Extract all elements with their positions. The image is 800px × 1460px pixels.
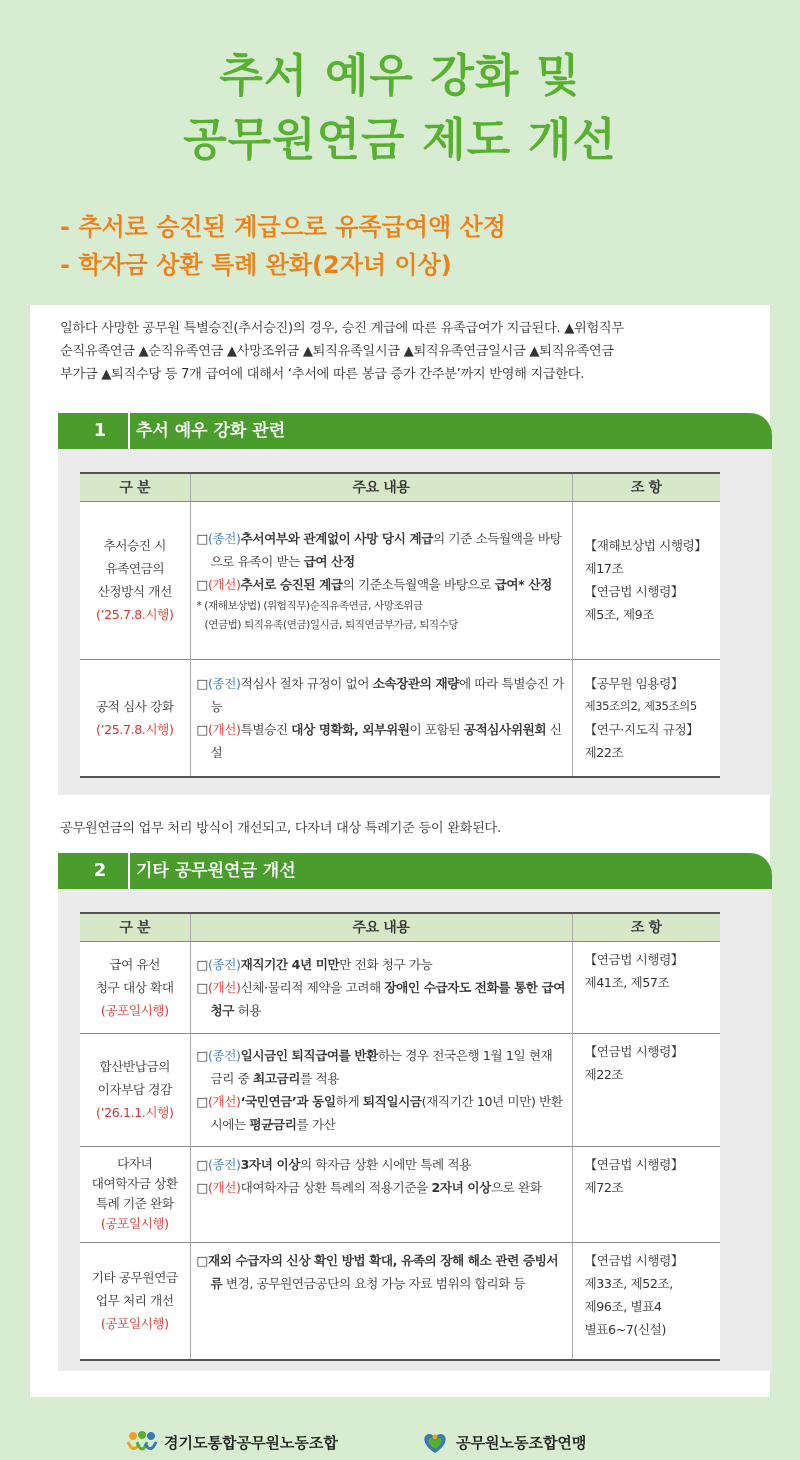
tag-after: (개선) <box>208 1179 241 1195</box>
title-line-2: 공무원연금 제도 개선 <box>183 113 617 166</box>
footer-org-1: 경기도통합공무원노동조합 <box>164 1434 338 1452</box>
content-bold: 퇴직일시금 <box>362 1093 422 1109</box>
row-content <box>190 1146 572 1242</box>
content-bold: 3자녀 이상 <box>240 1156 300 1172</box>
content-item: □(개선)대여학자금 상환 특례의 적용기준을 2자녀 이상으로 완화 <box>196 1179 542 1195</box>
section-1-number: 1 <box>72 413 130 449</box>
row-category <box>80 501 190 659</box>
content-text: 신설 <box>210 721 562 760</box>
checkbox-glyph: □ <box>196 721 208 737</box>
content-text: 이 포함된 <box>409 721 464 737</box>
footnote: * (재해보상법) (위험직무)순직유족연금, 사망조위금 <box>196 599 423 612</box>
row-content <box>190 501 572 659</box>
content-text: 의 학자금 상환 시에만 특례 적용 <box>299 1156 471 1172</box>
section-2-number: 2 <box>72 853 130 889</box>
content-text: 하는 경우 전국은행 1월 1일 현재 금리 중 <box>210 1047 553 1086</box>
law-line: 【연구·지도직 규정】 <box>584 721 699 737</box>
subtitles <box>60 208 506 284</box>
category-line: 추서승진 시 <box>103 538 166 553</box>
law-line: 제22조 <box>584 1066 624 1082</box>
content-text: 신체·물리적 제약을 고려해 <box>240 979 385 995</box>
content-item: □(종전)3자녀 이상의 학자금 상환 시에만 특례 적용 <box>196 1156 471 1172</box>
content-item: □(종전)재직기간 4년 미만만 전화 청구 가능 <box>196 956 433 972</box>
content-item <box>197 672 566 718</box>
content-item <box>197 718 566 764</box>
law-line: 【재해보상법 시행령】 <box>584 538 707 553</box>
category-line: 청구 대상 확대 <box>95 979 174 995</box>
row-content <box>190 659 572 777</box>
page-title <box>0 44 800 172</box>
content-text: 변경, 공무원연금공단의 요청 가능 자료 범위의 합리화 등 <box>222 1275 526 1291</box>
tag-after: (개선) <box>208 1093 241 1109</box>
content-bold: ‘국민연금’과 동일 <box>240 1093 336 1109</box>
law-line: 제22조 <box>584 744 624 760</box>
law-line: 제33조, 제52조, <box>584 1275 673 1291</box>
footer <box>0 1428 800 1458</box>
tag-before: (종전) <box>208 1156 241 1172</box>
table-row <box>80 1033 720 1146</box>
law-line: 【연금법 시행령】 <box>584 1252 684 1268</box>
content-text: 대여학자금 상환 특례의 적용기준을 <box>240 1179 432 1195</box>
content-bold: 대상 명확화, 외부위원 <box>291 721 410 737</box>
section-1-banner <box>58 413 772 449</box>
row-content <box>190 941 572 1033</box>
content-text: 를 가산 <box>296 1116 336 1132</box>
intro-line: 부가금 ▲퇴직수당 등 7개 급여에 대해서 ‘추서에 따른 봉급 증가 간주분’까지 반영해 지급한다. <box>60 367 585 382</box>
content-text: 적심사 절차 규정이 없어 <box>240 675 373 691</box>
content-text: 를 적용 <box>300 1070 339 1086</box>
law-line: 제72조 <box>584 1179 624 1195</box>
category-line: 합산반납금의 <box>99 1059 171 1074</box>
content-bold: 평균금리 <box>249 1116 297 1132</box>
content-bold: 추서로 승진된 계급 <box>240 576 343 592</box>
section-2-banner <box>58 853 772 889</box>
category-line: 다자녀 <box>117 1156 153 1171</box>
footnote: (연금법) 퇴직유족(연금)일시금, 퇴직연금부가금, 퇴직수당 <box>204 618 459 631</box>
law-line: 제35조의2, 제35조의5 <box>584 698 697 713</box>
tag-before: (종전) <box>208 530 241 546</box>
row-category <box>80 1242 190 1360</box>
effective-date: (공포일시행) <box>100 1316 169 1332</box>
category-line: 산정방식 개선 <box>97 584 172 599</box>
law-line: 별표6~7(신설) <box>584 1321 666 1337</box>
row-category <box>80 1033 190 1146</box>
effective-date: (공포일시행) <box>100 1216 169 1231</box>
law-line: 제41조, 제57조 <box>584 974 670 990</box>
table-row <box>80 1242 720 1360</box>
content-text: 만 전화 청구 가능 <box>339 956 433 972</box>
effective-date: (’25.7.8.시행) <box>96 607 174 622</box>
content-item <box>197 527 566 573</box>
tag-before: (종전) <box>208 1047 241 1063</box>
effective-date: (’25.7.8.시행) <box>96 721 174 737</box>
content-item: □(개선)‘국민연금’과 동일하게 퇴직일시금(재직기간 10년 미만) 반환 시에는 평균금리를 가산 <box>196 1093 563 1132</box>
table-header-row <box>80 913 720 941</box>
law-line: 제17조 <box>584 561 624 576</box>
content-text: 특별승진 <box>240 721 292 737</box>
header-category: 구 분 <box>80 913 190 941</box>
effective-date: (’26.1.1.시행) <box>96 1105 174 1120</box>
row-content <box>190 1033 572 1146</box>
checkbox-glyph: □ <box>196 675 208 691</box>
union-logo-icon <box>125 1430 159 1456</box>
subtitle-2: - 학자금 상환 특례 완화(2자녀 이상) <box>60 251 452 279</box>
row-law <box>572 1146 720 1242</box>
category-line: 유족연금의 <box>105 561 165 576</box>
row-law <box>572 1033 720 1146</box>
content-bold: 추서여부와 관계없이 사망 당시 계급 <box>240 530 433 546</box>
tag-after: (개선) <box>208 576 241 592</box>
law-line: 【공무원 임용령】 <box>584 675 684 691</box>
content-bold: 공적심사위원회 <box>463 721 547 737</box>
category-line: 특례 기준 완화 <box>95 1196 174 1211</box>
content-item: □재외 수급자의 신상 확인 방법 확대, 유족의 장해 해소 관련 증빙서류 변경, 공무원연금공단의 요청 가능 자료 범위의 합리화 등 <box>196 1252 559 1291</box>
table-row <box>80 941 720 1033</box>
content-bold: 급여 산정 <box>303 553 355 569</box>
title-line-1: 추서 예우 강화 및 <box>219 49 581 102</box>
row-law <box>572 941 720 1033</box>
table-row <box>80 501 720 659</box>
law-line: 【연금법 시행령】 <box>584 584 684 599</box>
law-line: 【연금법 시행령】 <box>584 1043 684 1059</box>
content-text: 의 기준소득월액을 바탕으로 <box>342 576 495 592</box>
law-line: 【연금법 시행령】 <box>584 1156 684 1172</box>
row-content <box>190 1242 572 1360</box>
header-law: 조 항 <box>572 473 720 501</box>
section-1-title: 추서 예우 강화 관련 <box>136 421 286 441</box>
table-row <box>80 1146 720 1242</box>
content-bold: 재직기간 4년 미만 <box>240 956 340 972</box>
row-category <box>80 1146 190 1242</box>
subtitle-1: - 추서로 승진된 계급으로 유족급여액 산정 <box>60 213 506 241</box>
content-bold: 장애인 수급자도 전화를 통한 급여 청구 <box>210 979 566 1018</box>
content-text: 에 따라 특별승진 가능 <box>210 675 564 714</box>
content-bold: 최고금리 <box>253 1070 301 1086</box>
category-line: 기타 공무원연금 <box>91 1270 178 1286</box>
tag-before: (종전) <box>208 675 241 691</box>
content-item <box>197 573 566 596</box>
category-line: 공적 심사 강화 <box>95 698 174 714</box>
content-text: (재직기간 10년 미만) 반환 시에는 <box>210 1093 563 1132</box>
content-text: 으로 완화 <box>490 1179 542 1195</box>
category-line: 급여 유선 <box>109 956 161 972</box>
content-text: 의 기준 소득월액을 바탕으로 유족이 받는 <box>210 530 562 569</box>
row-law <box>572 1242 720 1360</box>
content-bold: 2자녀 이상 <box>431 1179 491 1195</box>
law-line: 제5조, 제9조 <box>584 607 654 622</box>
tag-after: (개선) <box>208 721 241 737</box>
row-law <box>572 659 720 777</box>
content-bold: 급여* 산정 <box>494 576 552 592</box>
content-text: 하게 <box>335 1093 363 1109</box>
table-row <box>80 659 720 777</box>
content-bold: 소속장관의 재량 <box>372 675 459 691</box>
header-content: 주요 내용 <box>190 473 572 501</box>
section-2-table <box>80 912 720 1361</box>
table-header-row <box>80 473 720 501</box>
category-line: 업무 처리 개선 <box>95 1293 174 1309</box>
tag-after: (개선) <box>208 979 241 995</box>
section-2-title: 기타 공무원연금 개선 <box>136 861 296 881</box>
mid-text: 공무원연금의 업무 처리 방식이 개선되고, 다자녀 대상 특례기준 등이 완화된다. <box>60 821 501 836</box>
checkbox-glyph: □ <box>196 530 208 546</box>
header-category: 구 분 <box>80 473 190 501</box>
checkbox-glyph: □ <box>196 576 208 592</box>
category-line: 대여학자금 상환 <box>91 1176 178 1191</box>
intro-line: 순직유족연금 ▲순직유족연금 ▲사망조위금 ▲퇴직유족일시금 ▲퇴직유족연금일시금 ▲퇴직유족연금 <box>60 344 614 359</box>
row-category <box>80 941 190 1033</box>
row-category <box>80 659 190 777</box>
category-line: 이자부담 경감 <box>97 1082 172 1097</box>
content-panel <box>30 305 770 1397</box>
content-item: □(개선)신체·물리적 제약을 고려해 장애인 수급자도 전화를 통한 급여 청구 허용 <box>196 979 566 1018</box>
content-item: □(종전)일시금인 퇴직급여를 반환하는 경우 전국은행 1월 1일 현재 금리 중 최고금리를 적용 <box>196 1047 553 1086</box>
section-1-table <box>80 472 720 778</box>
header-law: 조 항 <box>572 913 720 941</box>
tag-before: (종전) <box>208 956 241 972</box>
content-bold: 일시금인 퇴직급여를 반환 <box>240 1047 378 1063</box>
header-content: 주요 내용 <box>190 913 572 941</box>
law-line: 【연금법 시행령】 <box>584 951 684 967</box>
intro-paragraph <box>60 317 760 386</box>
footer-org-2: 공무원노동조합연맹 <box>456 1434 587 1452</box>
federation-logo-icon <box>420 1431 450 1455</box>
content-bold: 재외 수급자의 신상 확인 방법 확대, 유족의 장해 해소 관련 증빙서류 <box>208 1252 559 1291</box>
intro-line: 일하다 사망한 공무원 특별승진(추서승진)의 경우, 승진 계급에 따른 유족급여가 지급된다. ▲위험직무 <box>60 321 624 336</box>
content-text: 허용 <box>234 1002 262 1018</box>
effective-date: (공포일시행) <box>100 1002 169 1018</box>
row-law <box>572 501 720 659</box>
law-line: 제96조, 별표4 <box>584 1298 662 1314</box>
